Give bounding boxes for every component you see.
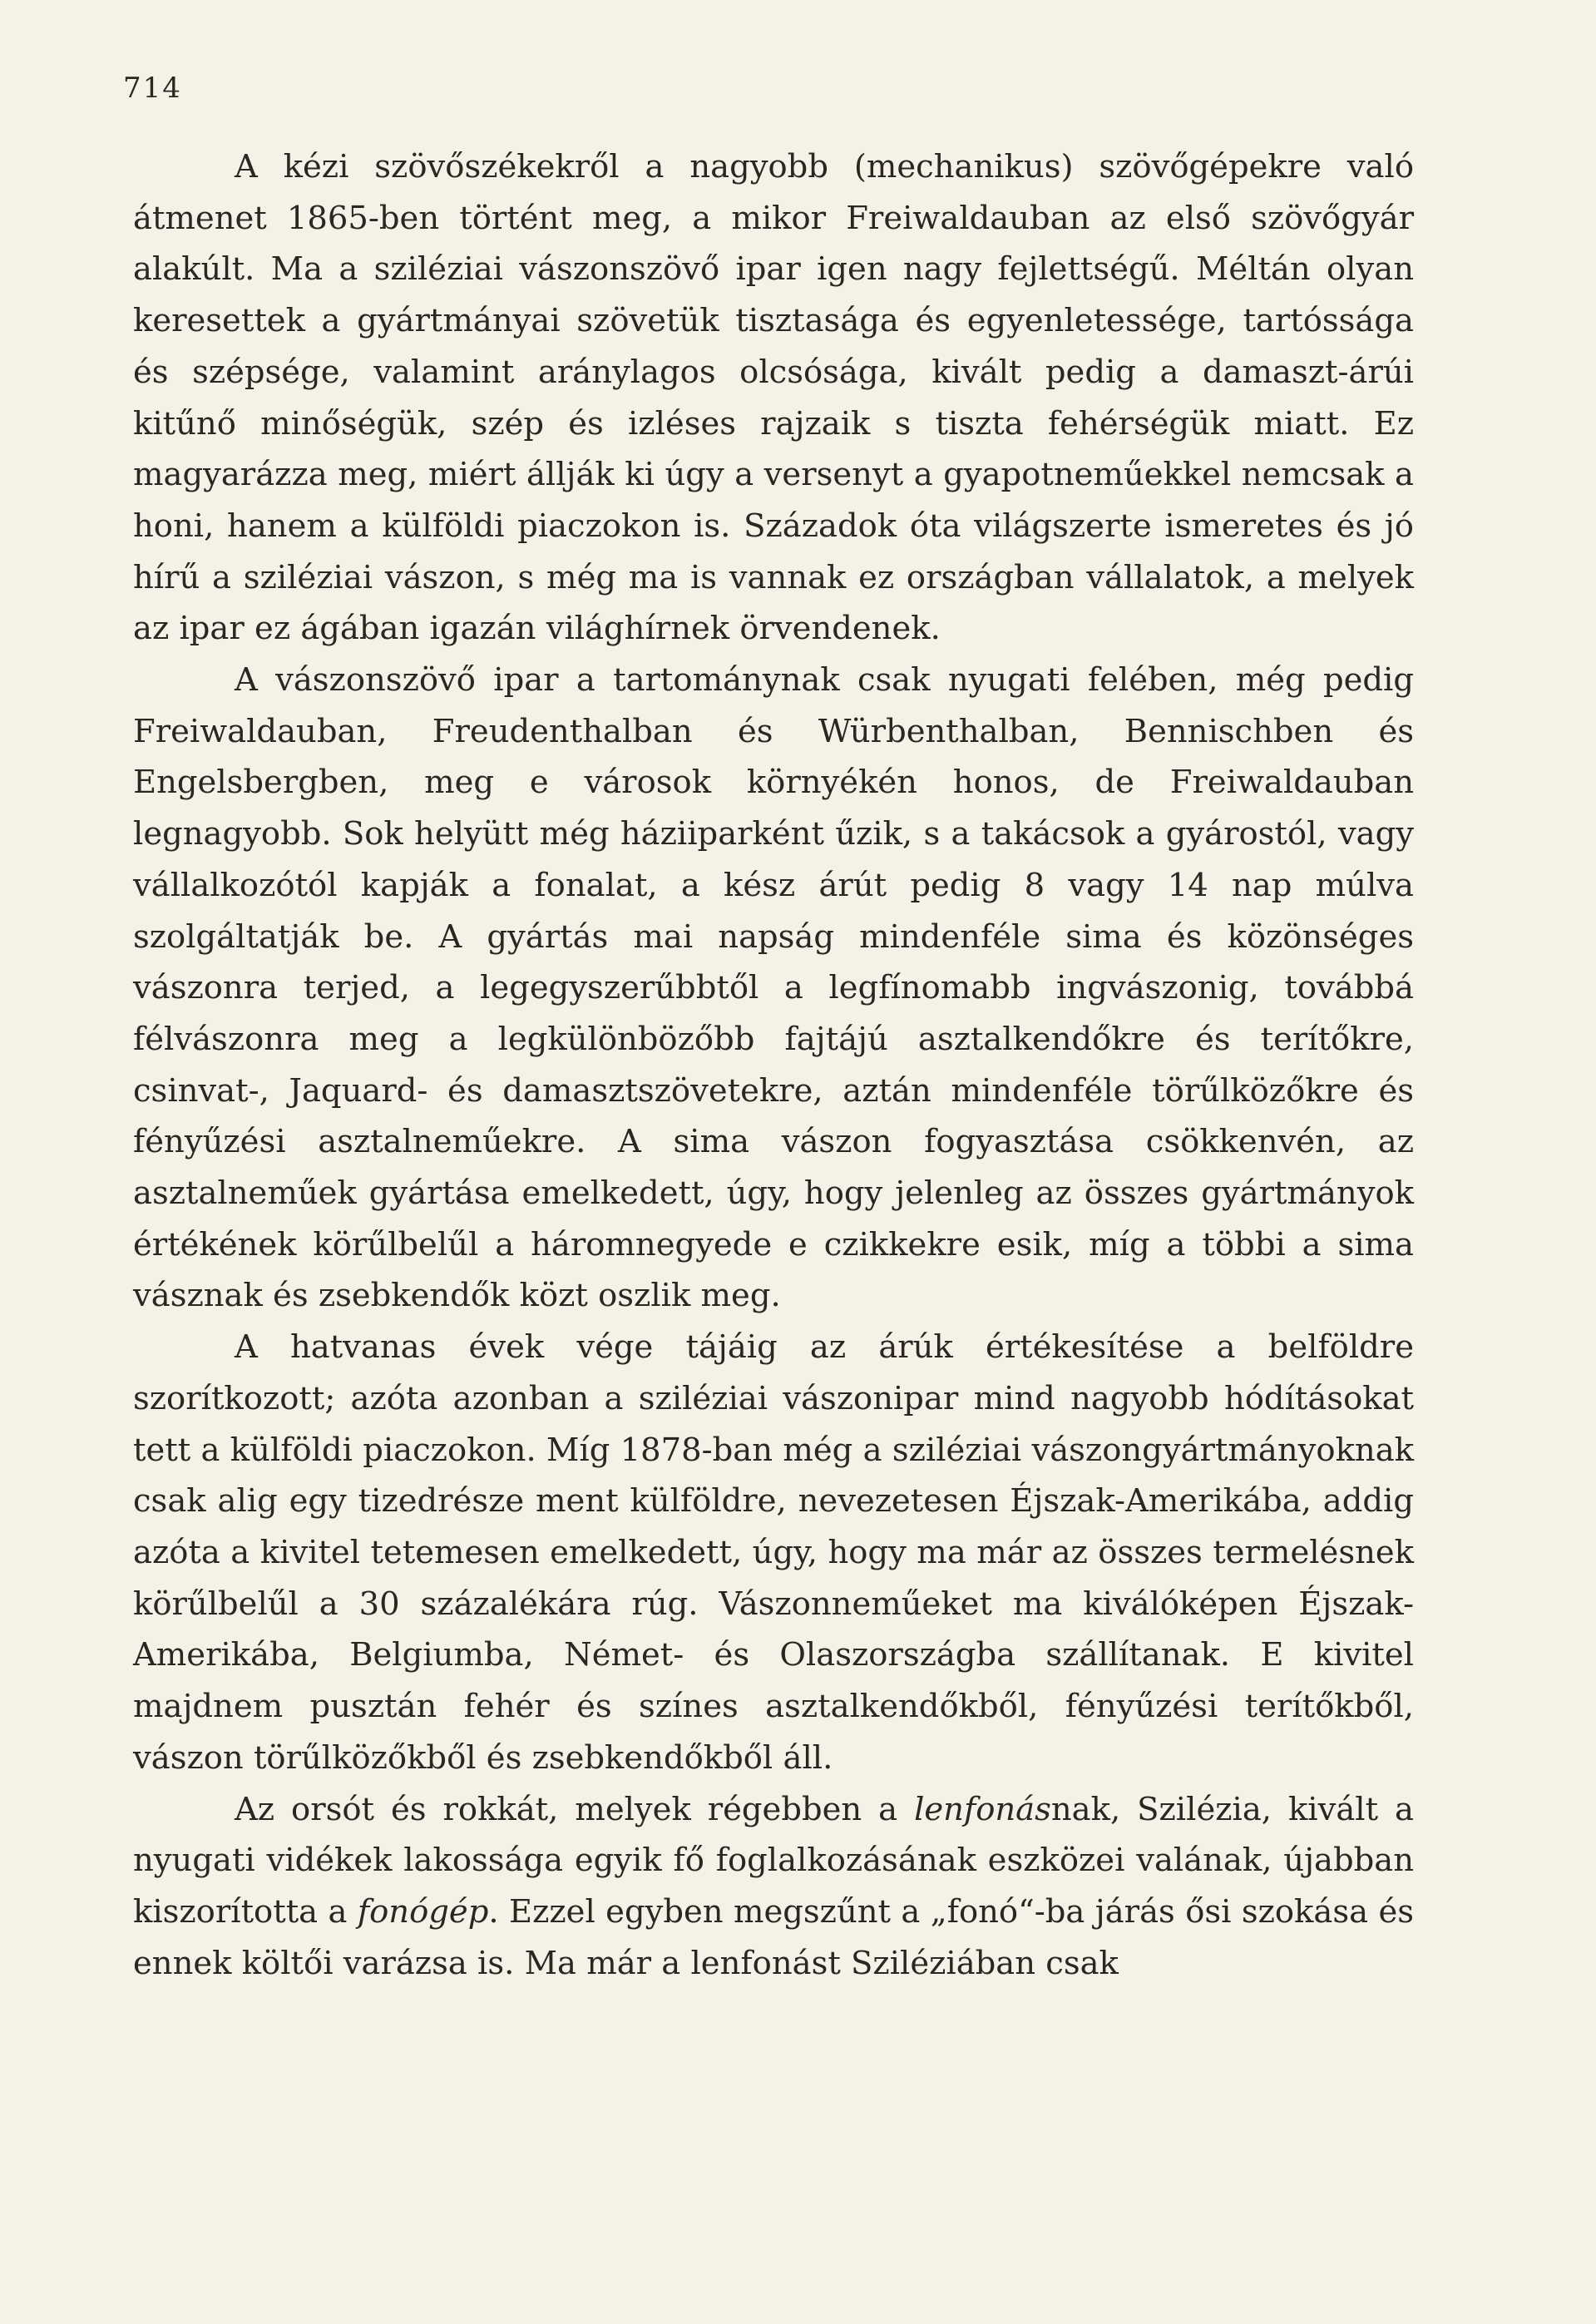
text-block bbox=[133, 141, 1414, 1989]
paragraph-4 bbox=[133, 1784, 1414, 1990]
paragraph-3: A hatvanas évek vége tájáig az árúk értékesítése a belföldre szorítkozott; azóta azonban a sziléziai vászonipar mind nagyobb hódításokat tett a külföldi piaczokon. Míg 1878-ban még a sziléziai vászongyártmányoknak csak alig egy tizedrésze ment külföldre, nevezetesen Éjszak-Amerikába, addig azóta a kivitel tetemesen emelkedett, úgy, hogy ma már az összes termelésnek körűlbelűl a 30 százalékára rúg. Vászonneműeket ma kiválóképen Éjszak-Amerikába, Belgiumba, Német- és Olaszországba szállítanak. E kivitel majdnem pusztán fehér és színes asztalkendőkből, fényűzési terítőkből, vászon törűlközőkből és zsebkendőkből áll. bbox=[133, 1328, 1414, 1777]
paragraph-4-italic-term-2: fonógép bbox=[357, 1892, 489, 1931]
paragraph-1: A kézi szövőszékekről a nagyobb (mechanikus) szövőgépekre való átmenet 1865-ben történt meg, a mikor Freiwaldauban az első szövőgyár alakúlt. Ma a sziléziai vászonszövő ipar igen nagy fejlettségű. Méltán olyan keresettek a gyártmányai szövetük tisztasága és egyenletessége, tartóssága és szépsége, valamint aránylagos olcsósága, kivált pedig a damaszt-árúi kitűnő minőségük, szép és izléses rajzaik s tiszta fehérségük miatt. Ez magyarázza meg, miért állják ki úgy a versenyt a gyapotneműekkel nemcsak a honi, hanem a külföldi piaczokon is. Századok óta világszerte ismeretes és jó hírű a sziléziai vászon, s még ma is vannak ez országban vállalatok, a melyek az ipar ez ágában igazán világhírnek örvendenek. bbox=[133, 148, 1414, 648]
paragraph-4-italic-term-1: lenfonás bbox=[914, 1790, 1051, 1828]
paragraph-4-part-2: nak, Szilézia, kivált a nyugati vidékek lakossága egyik fő foglalkozásának eszközei valának, újabban kiszorította a bbox=[133, 1790, 1414, 1931]
page-number: 714 bbox=[123, 72, 182, 105]
paragraph-2: A vászonszövő ipar a tartománynak csak nyugati felében, még pedig Freiwaldauban, Freudenthalban és Würbenthalban, Bennischben és Engelsbergben, meg e városok környékén honos, de Freiwaldauban legnagyobb. Sok helyütt még háziiparként űzik, s a takácsok a gyárostól, vagy vállalkozótól kapják a fonalat, a kész árút pedig 8 vagy 14 nap múlva szolgáltatják be. A gyártás mai napság mindenféle sima és közönséges vászonra terjed, a legegyszerűbbtől a legfínomabb ingvászonig, továbbá félvászonra meg a legkülönbözőbb fajtájú asztalkendőkre és terítőkre, csinvat-, Jaquard- és damasztszövetekre, aztán mindenféle törűlközőkre és fényűzési asztalneműekre. A sima vászon fogyasztása csökkenvén, az asztalneműek gyártása emelkedett, úgy, hogy jelenleg az összes gyártmányok értékének körűlbelűl a háromnegyede e czikkekre esik, míg a többi a sima vásznak és zsebkendők közt oszlik meg. bbox=[133, 661, 1414, 1315]
paragraph-4-part-1: Az orsót és rokkát, melyek régebben a bbox=[235, 1790, 915, 1828]
paragraph-4-part-3: . Ezzel egyben megszűnt a „fonó“-ba járás ősi szokása és ennek költői varázsa is. Ma már a lenfonást Sziléziában csak bbox=[133, 1892, 1414, 1982]
